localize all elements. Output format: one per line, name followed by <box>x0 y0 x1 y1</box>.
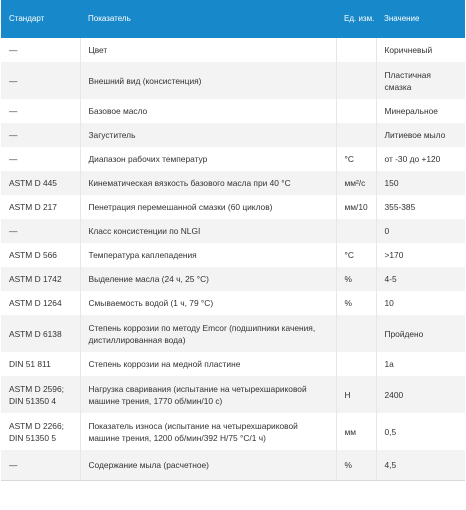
table-row <box>1 267 465 291</box>
cell-unit: мм <box>336 413 376 450</box>
spec-table-container <box>1 0 465 481</box>
cell-value: Минеральное <box>376 99 465 123</box>
cell-value: 4-5 <box>376 267 465 291</box>
cell-value: 0 <box>376 219 465 243</box>
cell-unit <box>336 62 376 99</box>
spec-table <box>1 0 465 480</box>
cell-value: Пройдено <box>376 315 465 352</box>
cell-unit <box>336 352 376 376</box>
table-row <box>1 243 465 267</box>
cell-value: 355-385 <box>376 195 465 219</box>
cell-indicator: Нагрузка сваривания (испытание на четырехшариковой машине трения, 1770 об/мин/10 с) <box>80 376 336 413</box>
cell-standard: DIN 51 811 <box>9 359 51 369</box>
cell-indicator: Смываемость водой (1 ч, 79 °C) <box>80 291 336 315</box>
cell-standard: — <box>9 45 18 55</box>
cell-value: 10 <box>376 291 465 315</box>
cell-standard: ASTM D 2596; DIN 51350 4 <box>9 383 64 406</box>
cell-unit: % <box>336 450 376 480</box>
cell-unit: % <box>336 267 376 291</box>
header-unit: Ед. изм. <box>344 14 375 23</box>
table-bottom-border <box>1 480 465 481</box>
cell-indicator: Выделение масла (24 ч, 25 °C) <box>80 267 336 291</box>
cell-indicator: Загуститель <box>80 123 336 147</box>
cell-unit: °C <box>336 147 376 171</box>
cell-unit <box>336 38 376 62</box>
table-row <box>1 219 465 243</box>
cell-indicator: Температура каплепадения <box>80 243 336 267</box>
cell-value: 4,5 <box>376 450 465 480</box>
cell-value: 2400 <box>376 376 465 413</box>
cell-value: Пластичная смазка <box>376 62 465 99</box>
table-row <box>1 315 465 352</box>
cell-standard: ASTM D 1742 <box>9 274 62 284</box>
cell-standard: ASTM D 445 <box>9 178 57 188</box>
cell-standard: ASTM D 566 <box>9 250 57 260</box>
table-row <box>1 62 465 99</box>
cell-indicator: Содержание мыла (расчетное) <box>80 450 336 480</box>
table-row <box>1 413 465 450</box>
cell-standard: — <box>9 106 18 116</box>
cell-unit: °C <box>336 243 376 267</box>
header-indicator: Показатель <box>88 14 131 23</box>
cell-value: 1a <box>376 352 465 376</box>
table-row <box>1 195 465 219</box>
cell-standard: ASTM D 1264 <box>9 298 62 308</box>
table-row <box>1 99 465 123</box>
cell-indicator: Класс консистенции по NLGI <box>80 219 336 243</box>
table-row <box>1 450 465 480</box>
cell-value: 150 <box>376 171 465 195</box>
cell-indicator: Цвет <box>80 38 336 62</box>
cell-indicator: Показатель износа (испытание на четырехшариковой машине трения, 1200 об/мин/392 Н/75 °C/1 ч) <box>80 413 336 450</box>
cell-standard: — <box>9 130 18 140</box>
table-row <box>1 123 465 147</box>
header-standard: Стандарт <box>9 14 45 23</box>
cell-value: 0,5 <box>376 413 465 450</box>
cell-unit <box>336 99 376 123</box>
table-row <box>1 147 465 171</box>
cell-unit: мм²/с <box>336 171 376 195</box>
cell-indicator: Кинематическая вязкость базового масла при 40 °C <box>80 171 336 195</box>
table-row <box>1 376 465 413</box>
header-value: Значение <box>384 14 420 23</box>
cell-unit <box>336 219 376 243</box>
cell-indicator: Степень коррозии на медной пластине <box>80 352 336 376</box>
cell-indicator: Внешний вид (консистенция) <box>80 62 336 99</box>
cell-unit: Н <box>336 376 376 413</box>
table-row <box>1 38 465 62</box>
cell-value: Литиевое мыло <box>376 123 465 147</box>
cell-standard: ASTM D 217 <box>9 202 57 212</box>
cell-standard: ASTM D 2266; DIN 51350 5 <box>9 420 64 443</box>
cell-indicator: Базовое масло <box>80 99 336 123</box>
cell-standard: ASTM D 6138 <box>9 328 62 339</box>
cell-unit: мм/10 <box>336 195 376 219</box>
cell-unit: % <box>336 291 376 315</box>
cell-value: Коричневый <box>376 38 465 62</box>
cell-indicator: Степень коррозии по методу Emcor (подшипники качения, дистиллированная вода) <box>80 315 336 352</box>
cell-indicator: Диапазон рабочих температур <box>80 147 336 171</box>
cell-unit <box>336 315 376 352</box>
cell-standard: — <box>9 154 18 164</box>
cell-standard: — <box>9 226 18 236</box>
table-row <box>1 291 465 315</box>
cell-standard: — <box>9 460 18 470</box>
cell-standard: — <box>9 75 18 86</box>
table-row <box>1 352 465 376</box>
table-row <box>1 171 465 195</box>
cell-value: >170 <box>376 243 465 267</box>
cell-unit <box>336 123 376 147</box>
table-header-row <box>1 0 465 38</box>
cell-value: от -30 до +120 <box>376 147 465 171</box>
cell-indicator: Пенетрация перемешанной смазки (60 циклов) <box>80 195 336 219</box>
